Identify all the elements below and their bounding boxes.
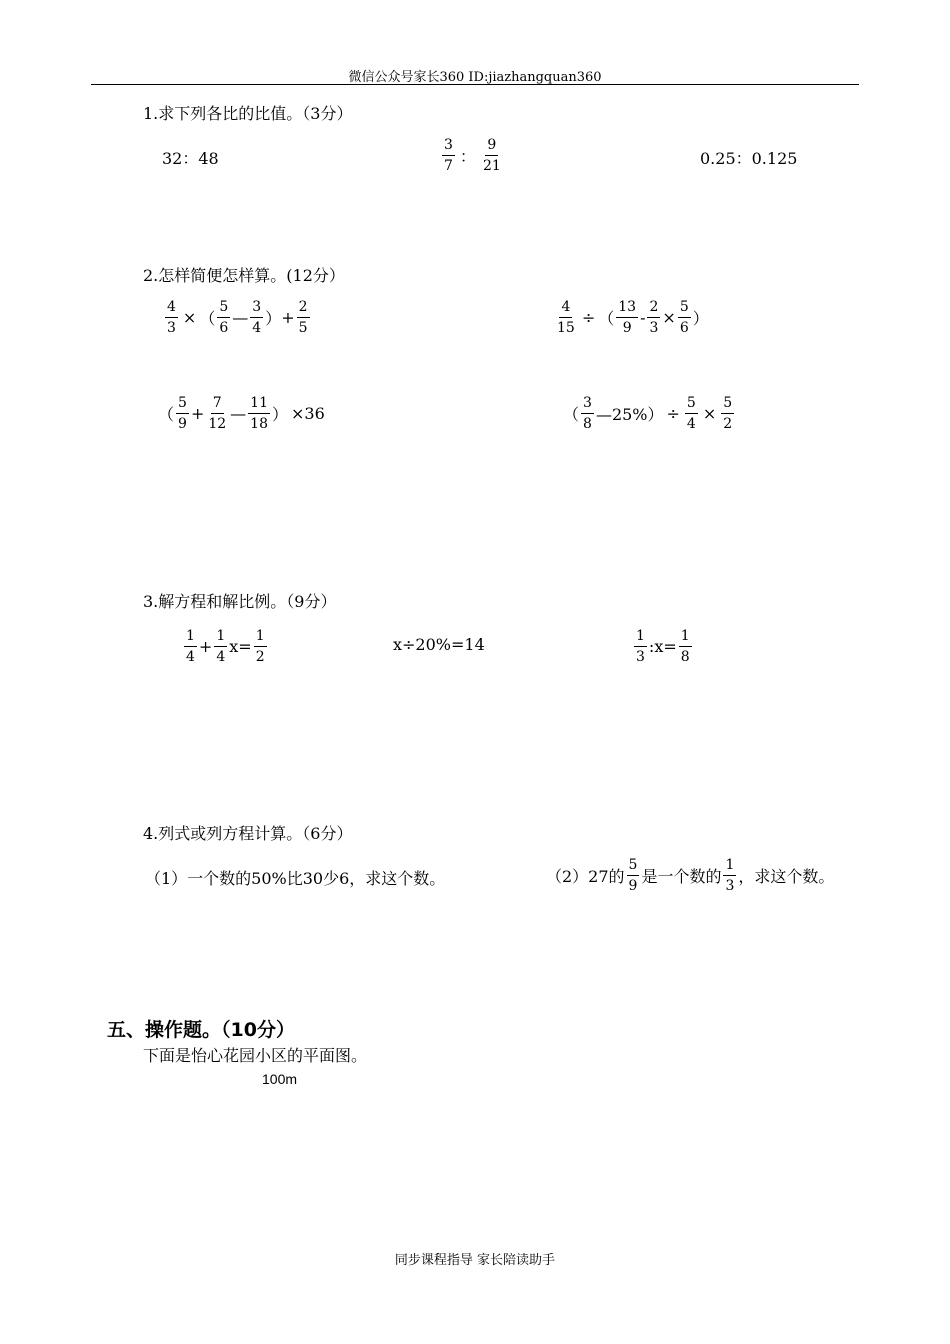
rparen: ）	[692, 309, 709, 328]
frac-num: 3	[442, 138, 455, 156]
ratio-x-equals: :x=	[648, 637, 677, 656]
frac-num: 3	[581, 396, 594, 414]
q2-e4	[563, 396, 736, 431]
frac-den: 2	[255, 649, 265, 665]
plus-op: +	[281, 308, 295, 327]
p2-prefix: （2）27的	[546, 867, 625, 886]
frac-den: 8	[583, 416, 592, 432]
q3-title: 3.解方程和解比例。（9分）	[143, 592, 337, 611]
q3-e2: x÷20%=14	[393, 635, 485, 654]
q1-title: 1.求下列各比的比值。（3分）	[143, 104, 353, 123]
x-equals: x=	[229, 637, 252, 656]
p2-middle: 是一个数的	[641, 867, 722, 886]
frac-den: 9	[628, 878, 638, 894]
frac-den: 5	[298, 320, 308, 336]
frac-den: 4	[252, 320, 262, 336]
frac-den: 2	[723, 416, 733, 432]
frac-den: 18	[250, 416, 268, 432]
lparen: （	[598, 309, 615, 328]
frac-num: 5	[217, 300, 230, 318]
minus-op: -	[640, 308, 646, 327]
q3-e3	[632, 629, 694, 664]
q2-e2	[553, 300, 709, 335]
frac-num: 4	[559, 300, 572, 318]
frac-den: 21	[482, 158, 501, 174]
frac-den: 8	[680, 649, 690, 665]
scale-label: 100m	[262, 1071, 298, 1087]
frac-num: 7	[211, 396, 224, 414]
q2-title: 2.怎样简便怎样算。(12分）	[143, 266, 345, 285]
frac-num: 5	[685, 396, 698, 414]
times-36: ×36	[291, 404, 325, 423]
frac-num: 5	[627, 858, 640, 876]
section5-title: 五、操作题。（10分）	[107, 1019, 295, 1041]
section5-desc: 下面是怡心花园小区的平面图。	[143, 1046, 368, 1065]
lparen: （	[563, 405, 580, 424]
frac-num: 2	[297, 300, 310, 318]
frac-den: 4	[216, 649, 226, 665]
frac-num: 13	[616, 300, 638, 318]
q1-a: 32：48	[162, 149, 219, 168]
frac-den: 6	[679, 320, 689, 336]
frac-den: 9	[622, 320, 632, 336]
frac-num: 1	[184, 629, 197, 647]
minus-op: —	[232, 308, 249, 327]
frac-den: 4	[186, 649, 195, 665]
frac-den: 6	[219, 320, 229, 336]
q2-e1	[163, 300, 312, 335]
q3-e1	[182, 629, 269, 664]
page-footer: 同步课程指导 家长陪读助手	[394, 1253, 556, 1268]
frac-den: 7	[444, 158, 453, 174]
frac-den: 12	[208, 416, 227, 432]
frac-den: 15	[557, 320, 575, 336]
frac-num: 1	[254, 629, 267, 647]
ratio-sep: ：	[459, 147, 476, 166]
frac-num: 5	[176, 396, 189, 414]
q4-p2	[546, 858, 834, 893]
frac-num: 2	[647, 300, 660, 318]
frac-num: 1	[634, 629, 647, 647]
minus-25-percent: —25%）	[595, 405, 664, 424]
frac-num: 11	[248, 396, 270, 414]
frac-den: 4	[686, 416, 696, 432]
rparen: ）	[272, 405, 289, 424]
plus-op: +	[198, 637, 213, 656]
frac-num: 1	[214, 629, 227, 647]
frac-num: 5	[678, 300, 691, 318]
frac-num: 1	[679, 629, 692, 647]
frac-num: 3	[250, 300, 263, 318]
plus-op: +	[190, 404, 205, 423]
times-op: ×	[662, 308, 676, 327]
frac-num: 9	[485, 138, 498, 156]
q1-c: 0.25：0.125	[700, 149, 798, 168]
frac-den: 3	[649, 320, 659, 336]
page-header: 微信公众号家长360 ID:jiazhangquan360	[348, 70, 602, 85]
lparen: （	[158, 405, 175, 424]
minus-op: —	[230, 404, 247, 423]
divide-op: ÷	[581, 308, 596, 327]
frac-num: 5	[721, 396, 734, 414]
frac-den: 9	[178, 416, 187, 432]
times-op: ×	[702, 404, 717, 423]
q2-e3	[158, 396, 328, 431]
frac-num: 4	[165, 300, 178, 318]
frac-den: 3	[636, 649, 645, 665]
frac-den: 3	[167, 320, 176, 336]
q4-title: 4.列式或列方程计算。（6分）	[143, 824, 353, 843]
divide-op: ÷	[666, 404, 680, 423]
p2-suffix: ，求这个数。	[738, 867, 835, 886]
q4-p1: （1）一个数的50%比30少6，求这个数。	[145, 869, 446, 888]
times-op: ×	[182, 308, 197, 327]
lparen: （	[199, 309, 216, 328]
rparen: ）	[265, 309, 282, 328]
q1-b	[440, 138, 505, 173]
frac-num: 1	[723, 858, 736, 876]
frac-den: 3	[725, 878, 735, 894]
header-rule	[91, 84, 859, 85]
